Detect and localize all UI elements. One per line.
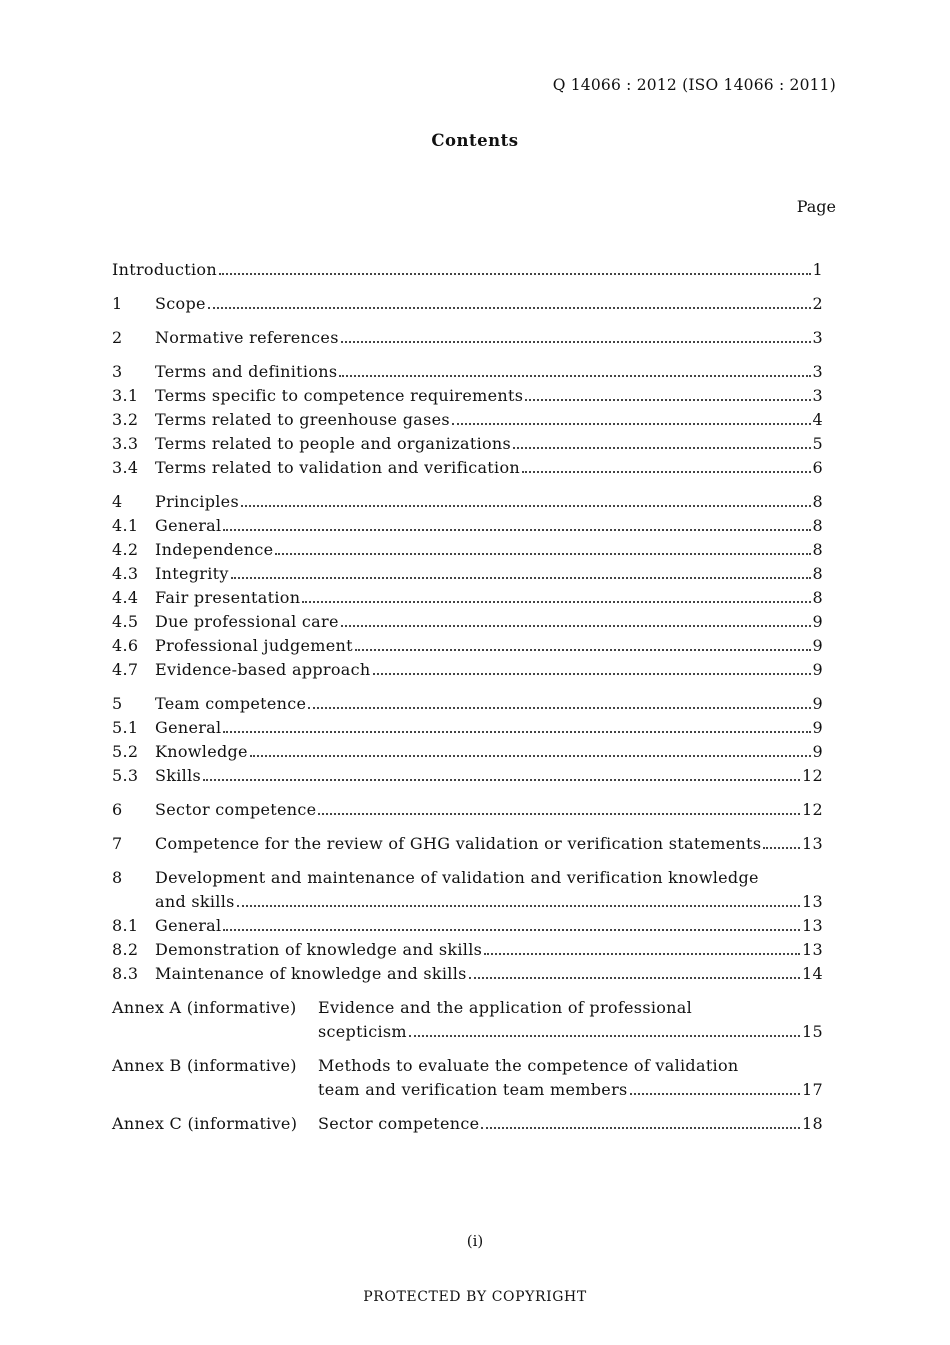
toc-entry-title: Team competence: [155, 694, 307, 713]
toc-entry-number: 4.6: [112, 636, 139, 655]
table-of-contents: [112, 258, 823, 1146]
annex-title: Sector competence: [318, 1114, 480, 1133]
dot-leader: [203, 779, 800, 781]
toc-entry-title: Demonstration of knowledge and skills: [155, 940, 483, 959]
toc-entry-number: 5.2: [112, 742, 139, 761]
dot-leader: [481, 1127, 800, 1129]
annex-continuation: [318, 1020, 823, 1044]
toc-entry-page: 13: [802, 916, 823, 935]
toc-entry-number: 3.4: [112, 458, 139, 477]
toc-entry[interactable]: [112, 914, 823, 938]
toc-entry-title: Terms related to people and organizations: [155, 434, 512, 453]
toc-entry-page: 8: [812, 540, 823, 559]
toc-group: [112, 258, 823, 282]
toc-entry-page: 8: [812, 516, 823, 535]
toc-entry-page: 2: [812, 294, 823, 313]
toc-entry-title-cont: and skills: [155, 892, 235, 911]
toc-entry-number: 2: [112, 328, 123, 347]
toc-entry[interactable]: [112, 610, 823, 634]
toc-entry-page: 3: [812, 328, 823, 347]
annex-entry[interactable]: [112, 1112, 823, 1136]
toc-entry-title: Evidence-based approach: [155, 660, 371, 679]
toc-entry-title: Competence for the review of GHG validation or verification statements: [155, 834, 762, 853]
dot-leader: [318, 813, 800, 815]
toc-entry-title: Integrity: [155, 564, 229, 583]
toc-entry-number: 3.3: [112, 434, 139, 453]
annex-title: Evidence and the application of professional: [318, 998, 693, 1017]
page-column-label: Page: [796, 197, 836, 216]
toc-entry-title: Development and maintenance of validation and verification knowledge: [155, 868, 759, 887]
toc-entry-page: 13: [802, 940, 823, 959]
toc-entry[interactable]: [112, 764, 823, 788]
toc-entry[interactable]: [112, 514, 823, 538]
toc-entry-title: Principles: [155, 492, 239, 511]
toc-entry[interactable]: [112, 538, 823, 562]
dot-leader: [223, 731, 810, 733]
dot-leader: [484, 953, 800, 955]
dot-leader: [763, 847, 800, 849]
toc-entry[interactable]: [112, 326, 823, 350]
toc-entry-title: Terms related to greenhouse gases: [155, 410, 450, 429]
toc-entry-title: Terms related to validation and verification: [155, 458, 520, 477]
toc-entry-title: Introduction: [112, 260, 217, 279]
toc-entry-number: 4.7: [112, 660, 139, 679]
annex-group: [112, 996, 823, 1044]
toc-entry-page: 5: [812, 434, 823, 453]
dot-leader: [223, 529, 810, 531]
toc-entry-page: 13: [802, 834, 823, 853]
toc-entry[interactable]: [112, 432, 823, 456]
toc-entry[interactable]: [112, 384, 823, 408]
dot-leader: [630, 1093, 801, 1095]
toc-entry-number: 3.2: [112, 410, 139, 429]
toc-group: [112, 832, 823, 856]
dot-leader: [355, 649, 811, 651]
toc-entry-page: 8: [812, 492, 823, 511]
toc-entry-number: 8: [112, 868, 123, 887]
toc-entry-page: 3: [812, 386, 823, 405]
contents-title: Contents: [431, 131, 519, 150]
dot-leader: [373, 673, 811, 675]
dot-leader: [275, 553, 810, 555]
toc-group: [112, 490, 823, 682]
toc-entry-title: General: [155, 718, 222, 737]
toc-entry-title: General: [155, 516, 222, 535]
toc-entry[interactable]: [112, 586, 823, 610]
dot-leader: [241, 505, 811, 507]
toc-entry-number: 4.4: [112, 588, 139, 607]
toc-entry-page: 12: [802, 800, 823, 819]
toc-entry-number: 4: [112, 492, 123, 511]
toc-entry-title: Terms and definitions: [155, 362, 338, 381]
toc-entry-title: General: [155, 916, 222, 935]
annex-page: 18: [802, 1114, 823, 1133]
toc-entry-page: 3: [812, 362, 823, 381]
toc-entry-title: Scope: [155, 294, 206, 313]
toc-entry-page: 12: [802, 766, 823, 785]
dot-leader: [308, 707, 810, 709]
toc-entry-page: 6: [812, 458, 823, 477]
toc-entry-page: 8: [812, 588, 823, 607]
toc-group: [112, 292, 823, 316]
toc-entry-number: 6: [112, 800, 123, 819]
annex-title-cont: team and verification team members: [318, 1080, 628, 1099]
toc-group: [112, 360, 823, 480]
dot-leader: [409, 1035, 800, 1037]
toc-entry-title: Maintenance of knowledge and skills: [155, 964, 467, 983]
toc-entry-page: 9: [812, 660, 823, 679]
dot-leader: [469, 977, 800, 979]
toc-entry-number: 8.2: [112, 940, 139, 959]
toc-entry-title: Independence: [155, 540, 274, 559]
toc-entry-continuation: [155, 890, 823, 914]
dot-leader: [208, 307, 811, 309]
annex-label: Annex C (informative): [112, 1114, 298, 1133]
toc-entry-page: 1: [812, 260, 823, 279]
dot-leader: [525, 399, 810, 401]
dot-leader: [223, 929, 800, 931]
toc-entry-number: 7: [112, 834, 123, 853]
toc-entry[interactable]: [112, 692, 823, 716]
annex-title: Methods to evaluate the competence of validation: [318, 1056, 739, 1075]
toc-entry[interactable]: [112, 740, 823, 764]
annex-group: [112, 1112, 823, 1136]
toc-entry-page: 4: [812, 410, 823, 429]
toc-entry-page: 9: [812, 718, 823, 737]
toc-entry[interactable]: [112, 292, 823, 316]
toc-entry-number: 8.1: [112, 916, 139, 935]
annex-title-cont: scepticism: [318, 1022, 407, 1041]
toc-group: [112, 326, 823, 350]
toc-entry-page: 8: [812, 564, 823, 583]
toc-entry[interactable]: [112, 962, 823, 986]
dot-leader: [250, 755, 811, 757]
annex-body: [318, 996, 823, 1044]
toc-entry[interactable]: [112, 360, 823, 384]
copyright-notice: PROTECTED BY COPYRIGHT: [363, 1289, 587, 1305]
toc-entry-page: 13: [802, 892, 823, 911]
dot-leader: [237, 905, 800, 907]
dot-leader: [341, 625, 811, 627]
toc-entry-title: Due professional care: [155, 612, 339, 631]
toc-entry-number: 3: [112, 362, 123, 381]
toc-entry-number: 5.3: [112, 766, 139, 785]
page-number: (i): [466, 1232, 484, 1250]
toc-entry-number: 4.1: [112, 516, 139, 535]
annex-page: 15: [802, 1022, 823, 1041]
toc-entry-number: 4.5: [112, 612, 139, 631]
dot-leader: [231, 577, 811, 579]
dot-leader: [522, 471, 811, 473]
toc-entry-number: 5: [112, 694, 123, 713]
toc-entry[interactable]: [112, 716, 823, 740]
toc-entry[interactable]: [112, 408, 823, 432]
annex-group: [112, 1054, 823, 1102]
toc-entry-page: 14: [802, 964, 823, 983]
toc-entry-title: Sector competence: [155, 800, 317, 819]
toc-entry-page: 9: [812, 636, 823, 655]
toc-group: [112, 692, 823, 788]
toc-entry-title: Terms specific to competence requirements: [155, 386, 524, 405]
annex-label: Annex B (informative): [112, 1056, 297, 1075]
toc-entry-number: 5.1: [112, 718, 139, 737]
annex-continuation: [318, 1078, 823, 1102]
dot-leader: [302, 601, 810, 603]
toc-entry-title: Professional judgement: [155, 636, 353, 655]
dot-leader: [452, 423, 811, 425]
toc-entry-number: 4.2: [112, 540, 139, 559]
annex-body: [318, 1054, 823, 1102]
toc-entry-page: 9: [812, 694, 823, 713]
toc-entry[interactable]: [112, 832, 823, 856]
annex-entry[interactable]: [112, 1054, 823, 1102]
annex-entry[interactable]: [112, 996, 823, 1044]
toc-group: [112, 798, 823, 822]
toc-entry-page: 9: [812, 612, 823, 631]
toc-entry-title: Fair presentation: [155, 588, 301, 607]
toc-entry-number: 3.1: [112, 386, 139, 405]
toc-entry[interactable]: [112, 658, 823, 682]
toc-entry-body: [155, 866, 823, 914]
toc-entry[interactable]: [112, 634, 823, 658]
toc-entry[interactable]: [112, 490, 823, 514]
toc-entry-title: Skills: [155, 766, 202, 785]
toc-entry-title: Normative references: [155, 328, 339, 347]
toc-entry-number: 8.3: [112, 964, 139, 983]
toc-entry[interactable]: [112, 866, 823, 914]
toc-entry-number: 4.3: [112, 564, 139, 583]
document-code: Q 14066 : 2012 (ISO 14066 : 2011): [552, 76, 836, 94]
toc-entry[interactable]: [112, 456, 823, 480]
dot-leader: [219, 273, 811, 275]
toc-entry-title: Knowledge: [155, 742, 248, 761]
dot-leader: [513, 447, 810, 449]
annex-page: 17: [802, 1080, 823, 1099]
toc-entry[interactable]: [112, 938, 823, 962]
dot-leader: [341, 341, 811, 343]
toc-entry[interactable]: [112, 258, 823, 282]
toc-group: [112, 866, 823, 986]
toc-entry-number: 1: [112, 294, 123, 313]
annex-label: Annex A (informative): [112, 998, 297, 1017]
toc-entry-page: 9: [812, 742, 823, 761]
dot-leader: [339, 375, 810, 377]
toc-entry[interactable]: [112, 798, 823, 822]
toc-entry[interactable]: [112, 562, 823, 586]
